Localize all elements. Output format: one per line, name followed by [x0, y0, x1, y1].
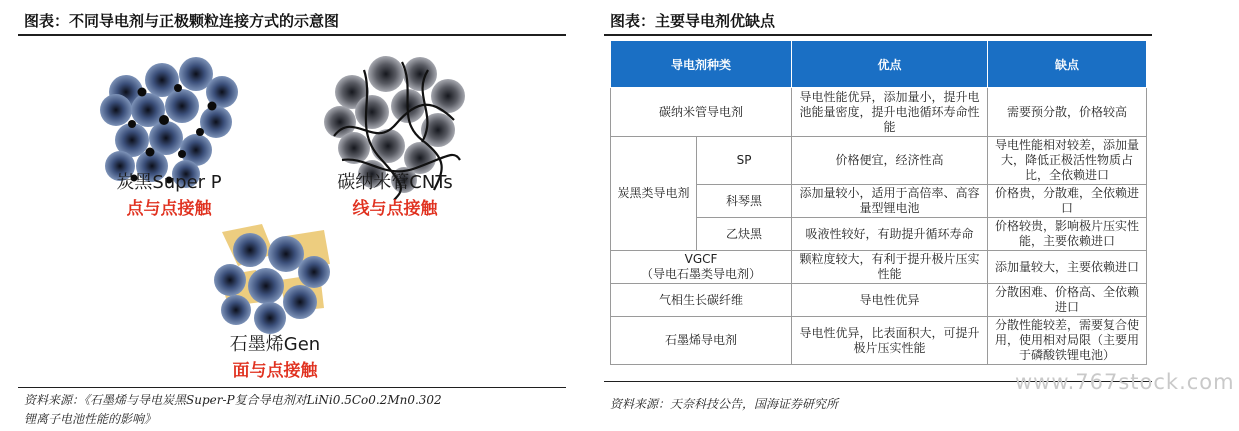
- cell-cons: 需要预分散，价格较高: [988, 88, 1147, 137]
- cell-cons: 导电性能相对较差，添加量大，降低正极活性物质占比，全依赖进口: [988, 137, 1147, 185]
- conductive-agent-comparison-table: [610, 40, 1147, 365]
- cell-group-carbon-black: 炭黑类导电剂: [611, 137, 697, 251]
- left-title-rule: [18, 34, 566, 36]
- cell-cons: 添加量较大，主要依赖进口: [988, 251, 1147, 284]
- cell-type: 乙炔黑: [697, 218, 792, 251]
- graphene-name: 石墨烯Gen: [229, 334, 321, 355]
- right-source-note: 资料来源：天奈科技公告，国海证券研究所: [610, 397, 839, 411]
- site-watermark: www.767stock.com: [1015, 370, 1235, 394]
- cell-type: 科琴黑: [697, 185, 792, 218]
- cell-pros: 导电性优异: [792, 284, 988, 317]
- header-pros: 优点: [792, 41, 988, 88]
- conductive-agent-diagram: [24, 40, 564, 385]
- cell-type: 碳纳米管导电剂: [611, 88, 792, 137]
- right-title-rule: [604, 34, 1152, 36]
- left-figure-title: 图表：不同导电剂与正极颗粒连接方式的示意图: [24, 12, 340, 30]
- cell-cons: 分散困难、价格高、全依赖进口: [988, 284, 1147, 317]
- table-row: [611, 88, 1147, 137]
- super-p-contact-mode: 点与点接触: [126, 199, 212, 219]
- cnt-contact-mode: 线与点接触: [352, 199, 438, 219]
- cell-type-line2: （导电石墨类导电剂）: [641, 267, 762, 281]
- cell-type: 气相生长碳纤维: [611, 284, 792, 317]
- table-row: [611, 137, 1147, 185]
- table-row: [611, 251, 1147, 284]
- cell-type: SP: [697, 137, 792, 185]
- cell-cons: 价格贵，分散难，全依赖进口: [988, 185, 1147, 218]
- graphene-contact-mode: 面与点接触: [232, 361, 318, 381]
- cnt-name: 碳纳米管CNTs: [337, 172, 453, 193]
- table-header-row: [611, 41, 1147, 88]
- cell-cons: 分散性能较差，需要复合使用，使用相对局限（主要用于磷酸铁锂电池）: [988, 317, 1147, 365]
- cell-type: 石墨烯导电剂: [611, 317, 792, 365]
- cell-pros: 导电性优异，比表面积大，可提升极片压实性能: [792, 317, 988, 365]
- header-type: 导电剂种类: [611, 41, 792, 88]
- table-row: [611, 317, 1147, 365]
- cell-pros: 价格便宜，经济性高: [792, 137, 988, 185]
- table-row: [611, 284, 1147, 317]
- left-source-line2: 锂离子电池性能的影响》: [24, 412, 157, 426]
- super-p-name: 炭黑Super P: [116, 172, 222, 193]
- cell-cons: 价格较贵，影响极片压实性能，主要依赖进口: [988, 218, 1147, 251]
- cell-pros: 吸液性较好，有助提升循环寿命: [792, 218, 988, 251]
- left-source-note: [24, 391, 564, 429]
- header-cons: 缺点: [988, 41, 1147, 88]
- cell-pros: 添加量较小，适用于高倍率、高容量型锂电池: [792, 185, 988, 218]
- cell-type: [611, 251, 792, 284]
- cell-type-line1: VGCF: [684, 252, 718, 266]
- cell-pros: 导电性能优异，添加量小，提升电池能量密度，提升电池循环寿命性能: [792, 88, 988, 137]
- cell-pros: 颗粒度较大，有利于提升极片压实性能: [792, 251, 988, 284]
- left-source-rule: [18, 387, 566, 388]
- right-table-title: 图表：主要导电剂优缺点: [610, 12, 776, 30]
- left-source-line1: 资料来源：《石墨烯与导电炭黑Super-P复合导电剂对LiNi0.5Co0.2Mn0.302: [24, 393, 442, 407]
